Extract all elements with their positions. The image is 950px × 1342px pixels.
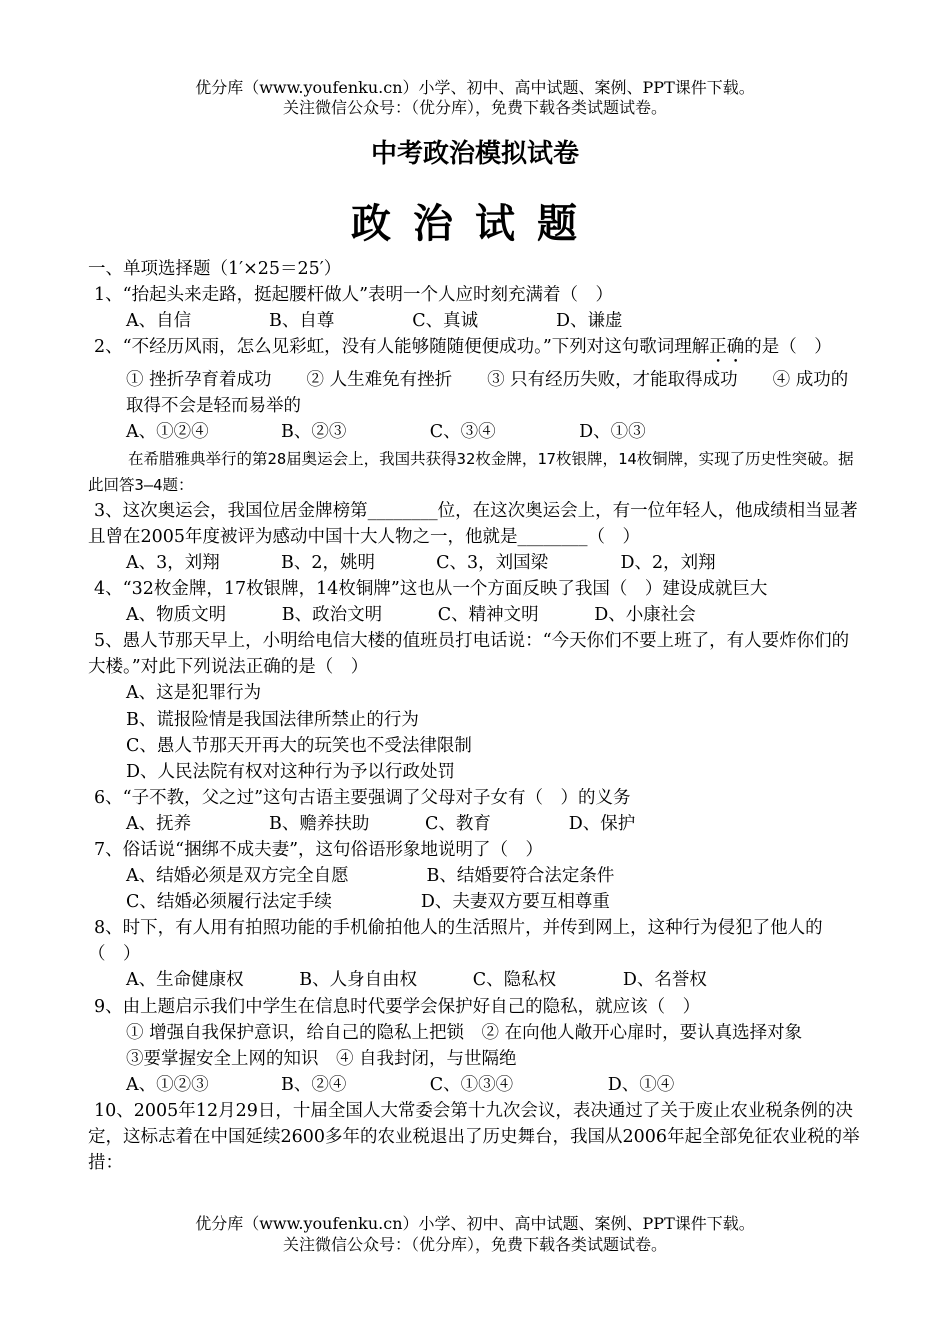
question-5-option-c: C、愚人节那天开再大的玩笑也不受法律限制 [126, 735, 472, 756]
question-4: 4、“32枚金牌，17枚银牌，14枚铜牌”这也从一个方面反映了我国（ ）建设成就巨大 [94, 579, 768, 600]
exam-subtitle: 政治试题 [351, 200, 599, 247]
question-3: 3、这次奥运会，我国位居金牌榜第________位，在这次奥运会上，有一位年轻人，他成绩相当显著且曾在2005年度被评为感动中国十大人物之一，他就是________（ ） [88, 500, 858, 547]
question-1-options: A、自信 B、自尊 C、真诚 D、谦虚 [126, 311, 623, 332]
footer-line-1: 优分库（www.youfenku.cn）小学、初中、高中试题、案例、PPT课件下载。 [195, 1214, 755, 1233]
question-5-option-b: B、谎报险情是我国法律所禁止的行为 [126, 709, 419, 730]
question-2-options: A、①②④ B、②③ C、③④ D、①③ [126, 422, 646, 443]
question-1: 1、“抬起头来走路，挺起腰杆做人”表明一个人应时刻充满着（ ） [94, 285, 614, 306]
header-line-1: 优分库（www.youfenku.cn）小学、初中、高中试题、案例、PPT课件下载。 [195, 78, 755, 97]
exam-content [88, 256, 863, 1176]
question-2-statements: ① 挫折孕育着成功 ② 人生难免有挫折 ③ 只有经历失败，才能取得成功 ④ 成功的取得不会是轻而易举的 [126, 370, 849, 417]
question-3-options: A、3，刘翔 B、2，姚明 C、3，刘国梁 D、2，刘翔 [126, 552, 716, 573]
question-7-options-cd: C、结婚必须履行法定手续 D、夫妻双方要互相尊重 [126, 892, 610, 913]
question-6: 6、“子不教，父之过”这句古语主要强调了父母对子女有（ ）的义务 [94, 787, 631, 808]
exam-title: 中考政治模拟试卷 [370, 139, 579, 169]
question-5: 5、愚人节那天早上，小明给电信大楼的值班员打电话说：“今天你们不要上班了，有人要炸你们的大楼。”对此下列说法正确的是（ ） [88, 631, 850, 678]
question-9: 9、由上题启示我们中学生在信息时代要学会保护好自己的隐私，就应该（ ） [94, 996, 701, 1017]
question-9-statements-1: ① 增强自我保护意识，给自己的隐私上把锁 ② 在向他人敞开心扉时，要认真选择对象 [126, 1022, 803, 1043]
section-heading: 一、单项选择题（1′×25＝25′） [88, 259, 342, 279]
question-2-stem-end: 的是（ ） [744, 337, 832, 358]
question-9-options: A、①②③ B、②④ C、①③④ D、①④ [126, 1074, 675, 1095]
question-2-emphasis: 正确 [709, 337, 745, 358]
footer-line-2: 关注微信公众号：（优分库），免费下载各类试题试卷。 [282, 1235, 667, 1254]
header-line-2: 关注微信公众号：（优分库），免费下载各类试题试卷。 [282, 98, 667, 117]
question-5-option-a: A、这是犯罪行为 [126, 683, 262, 704]
question-10: 10、2005年12月29日，十届全国人大常委会第十九次会议，表决通过了关于废止农业税条例的决定，这标志着在中国延续2600多年的农业税退出了历史舞台，我国从2006年起全部免征农业税的举措： [88, 1100, 860, 1174]
question-2-stem: 2、“不经历风雨，怎么见彩虹，没有人能够随随便便成功。”下列对这句歌词理解 [94, 337, 710, 358]
question-7: 7、俗话说“捆绑不成夫妻”，这句俗语形象地说明了（ ） [94, 839, 544, 860]
question-9-statements-2: ③要掌握安全上网的知识 ④ 自我封闭，与世隔绝 [126, 1048, 517, 1069]
question-8: 8、时下，有人用有拍照功能的手机偷拍他人的生活照片，并传到网上，这种行为侵犯了他人的（ ） [88, 918, 823, 965]
context-passage: 在希腊雅典举行的第28届奥运会上，我国共获得32枚金牌，17枚银牌，14枚铜牌，实现了历史性突破。据此回答3—4题： [88, 449, 854, 494]
question-7-options-ab: A、结婚必须是双方完全自愿 B、结婚要符合法定条件 [126, 866, 615, 887]
question-4-options: A、物质文明 B、政治文明 C、精神文明 D、小康社会 [126, 605, 696, 626]
question-2 [88, 334, 863, 367]
question-8-options: A、生命健康权 B、人身自由权 C、隐私权 D、名誉权 [126, 970, 707, 991]
question-6-options: A、抚养 B、赡养扶助 C、教育 D、保护 [126, 813, 636, 834]
question-5-option-d: D、人民法院有权对这种行为予以行政处罚 [126, 761, 456, 782]
